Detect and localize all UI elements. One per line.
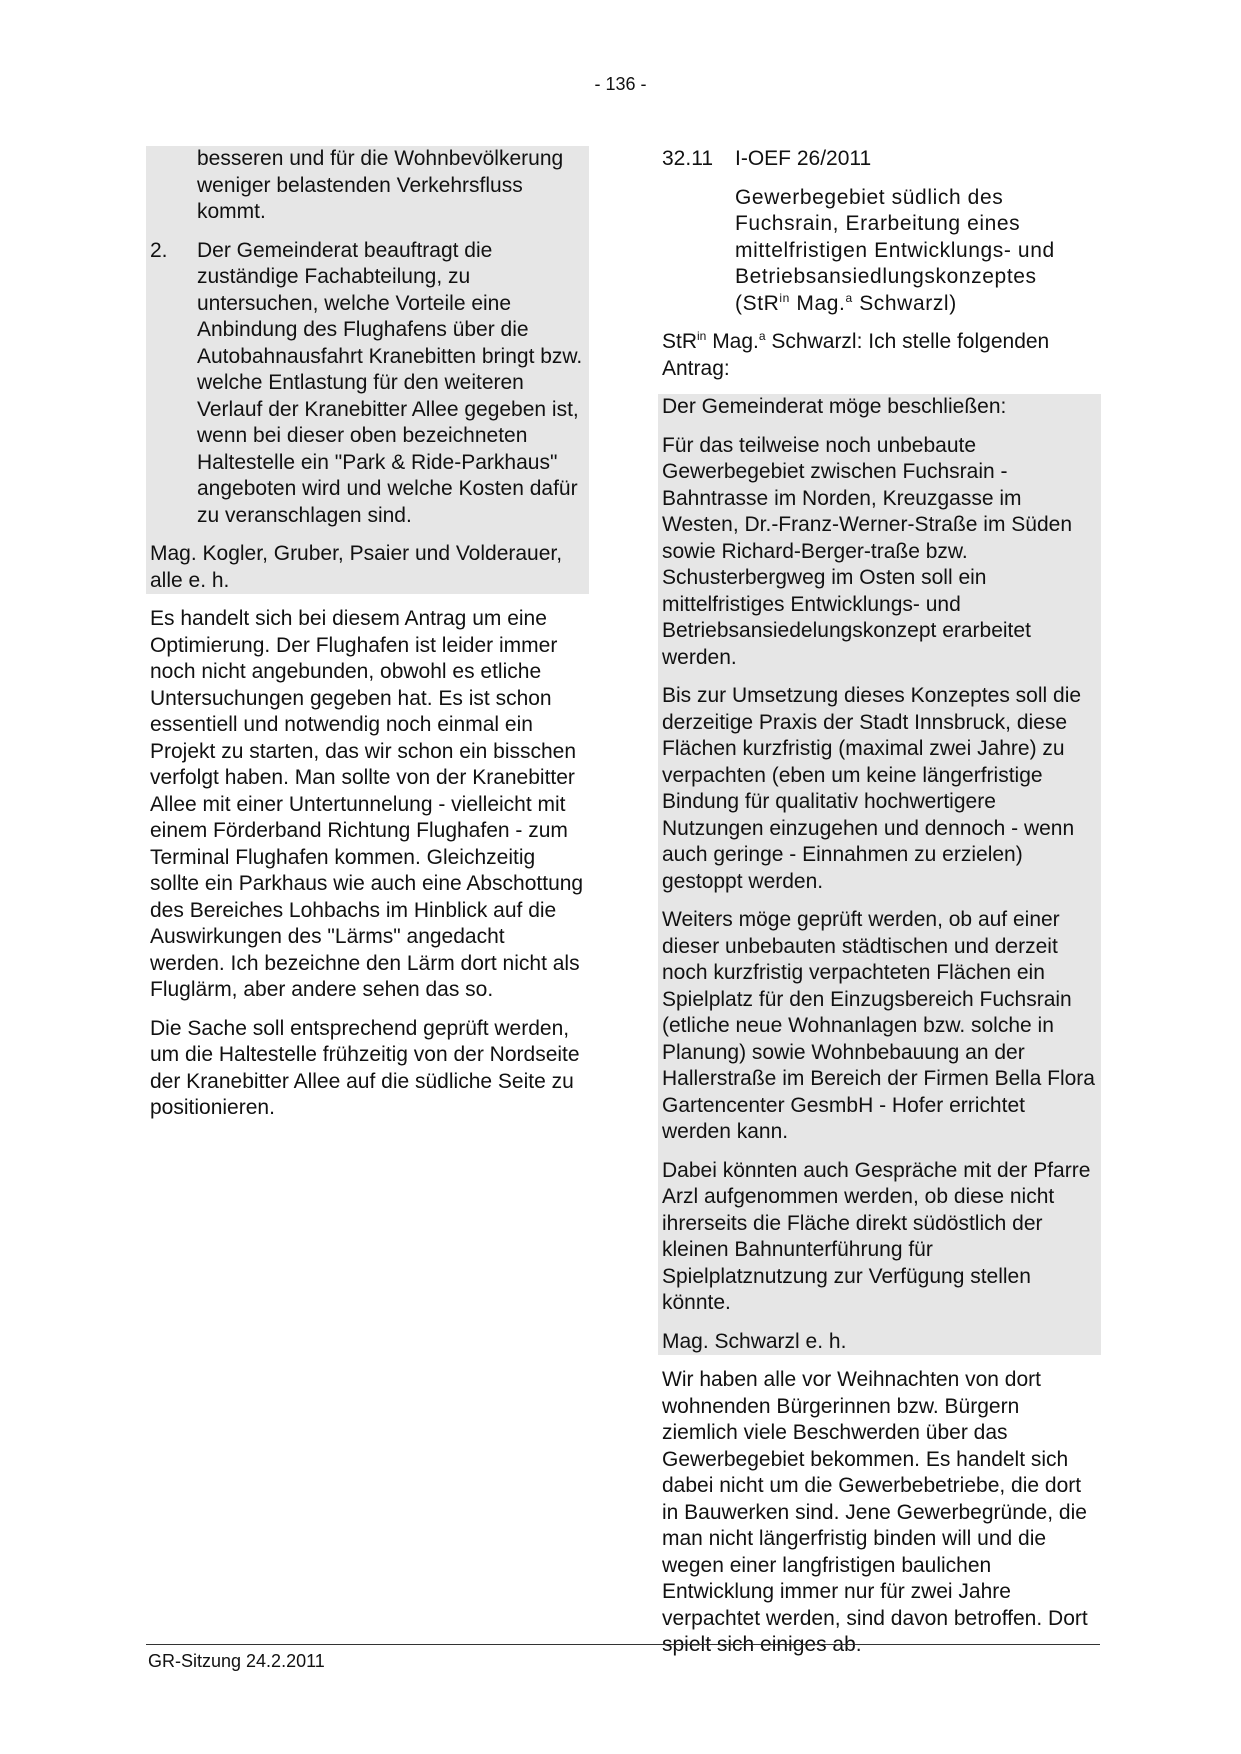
motion-continuation: besseren und für die Wohnbevölkerung weniger belastenden Verkehrsfluss kommt. [197, 147, 564, 223]
motion-paragraph-3: Weiters möge geprüft werden, ob auf einer dieser unbebauten städtischen und derzeit noch kurzfristig verpachteten Flächen ein Spielplatz für den Einzugsbereich Fuchsrain (etliche neue Wohnanlagen bzw. solche in Planung) sowie Wohnbebauung an der Hallerstraße im Bereich der Firmen Bella Flora Gartencenter GesmbH - Hofer errichtet werden kann. [662, 908, 1095, 1143]
motion-paragraph-4: Dabei könnten auch Gespräche mit der Pfarre Arzl aufgenommen werden, ob diese nicht ihrerseits die Fläche direkt südöstlich der kleinen Bahnunterführung für Spielplatznutzung zur Verfügung stellen könnte. [662, 1158, 1091, 1314]
speech-paragraph-1: Es handelt sich bei diesem Antrag um eine Optimierung. Der Flughafen ist leider immer noch nicht angebunden, obwohl es etliche Untersuchungen gegeben hat. Es ist schon essentiell und notwendig noch einmal ein Projekt zu starten, das wir schon ein bisschen verfolgt haben. Man sollte von der Kranebitter Allee mit einer Untertunnelung - vielleicht mit einem Förderband Richtung Flughafen - zum Terminal Flughafen kommen. Gleichzeitig sollte ein Parkhaus wie auch eine Abschottung des Bereiches Lohbachs im Hinblick auf die Auswirkungen des "Lärms" angedacht werden. Ich bezeichne den Lärm dort nicht als Fluglärm, aber andere sehen das so. [150, 607, 584, 1001]
speech-paragraph-2: Die Sache soll entsprechend geprüft werden, um die Haltestelle frühzeitig von der Nordseite der Kranebitter Allee auf die südliche Seite zu positionieren. [150, 1016, 580, 1119]
speaker-intro: StR$^{in}$ Mag.$^a$ Schwarzl: Ich stelle folgenden Antrag: [662, 329, 1050, 380]
motion-item-2 [146, 238, 589, 530]
motion-paragraph-1: Für das teilweise noch unbebaute Gewerbegebiet zwischen Fuchsrain - Bahntrasse im Norden, Kreuzgasse im Westen, Dr.-Franz-Werner-Straße im Süden sowie Richard-Berger-traße bzw. Schusterbergweg im Osten soll ein mittelfristiges Entwicklungs- und Betriebsansiedelungskonzept erarbeitet werden. [662, 433, 1073, 669]
motion-item-2-number: 2. [150, 238, 168, 262]
agenda-item-title: Gewerbegebiet südlich des Fuchsrain, Erarbeitung eines mittelfristigen Entwicklungs- und Betriebsansiedlungskonzeptes (StR$^{in}$ Mag.$^a$ Schwarzl) [735, 185, 1055, 315]
motion-item-2-text: Der Gemeinderat beauftragt die zuständige Fachabteilung, zu untersuchen, welche Vorteile eine Anbindung des Flughafens über die Autobahnausfahrt Kranebitten bringt bzw. welche Entlastung für den weiteren Verlauf der Kranebitter Allee gegeben ist, wenn bei dieser oben bezeichneten Haltestelle ein "Park & Ride-Parkhaus" angeboten wird und welche Kosten dafür zu veranschlagen sind. [197, 238, 583, 527]
agenda-item-code: I-OEF 26/2011 [735, 147, 872, 170]
motion-heading: Der Gemeinderat möge beschließen: [662, 395, 1007, 418]
motion-signature: Mag. Schwarzl e. h. [662, 1329, 847, 1353]
motion-signatures: Mag. Kogler, Gruber, Psaier und Volderauer, alle e. h. [150, 542, 563, 592]
footer-divider [146, 1644, 1100, 1645]
motion-box-left [146, 146, 589, 594]
motion-box-right [658, 394, 1101, 1355]
left-column [146, 146, 589, 1122]
speech-paragraph-right: Wir haben alle vor Weihnachten von dort wohnenden Bürgerinnen bzw. Bürgern ziemlich viele Beschwerden über das Gewerbegebiet bekommen. Es handelt sich dabei nicht um die Gewerbebetriebe, die dort in Bauwerken sind. Jene Gewerbegründe, die man nicht längerfristig binden will und die wegen einer langfristigen baulichen Entwicklung immer nur für zwei Jahre verpachtet werden, sind davon betroffen. Dort spielt sich einiges ab. [662, 1368, 1088, 1656]
agenda-item-header [658, 146, 1101, 173]
page-number: - 136 - [594, 74, 647, 94]
motion-paragraph-2: Bis zur Umsetzung dieses Konzeptes soll die derzeitige Praxis der Stadt Innsbruck, diese Flächen kurzfristig (maximal zwei Jahre) zu verpachten (eben um keine längerfristige Bindung für qualitativ hochwertigere Nutzungen einzugehen und dennoch - wenn auch geringe - Einnahmen zu erzielen) gestoppt werden. [662, 684, 1082, 893]
right-column [658, 146, 1101, 1659]
footer-session-label: GR-Sitzung 24.2.2011 [148, 1651, 325, 1671]
agenda-item-number: 32.11 [662, 147, 713, 170]
